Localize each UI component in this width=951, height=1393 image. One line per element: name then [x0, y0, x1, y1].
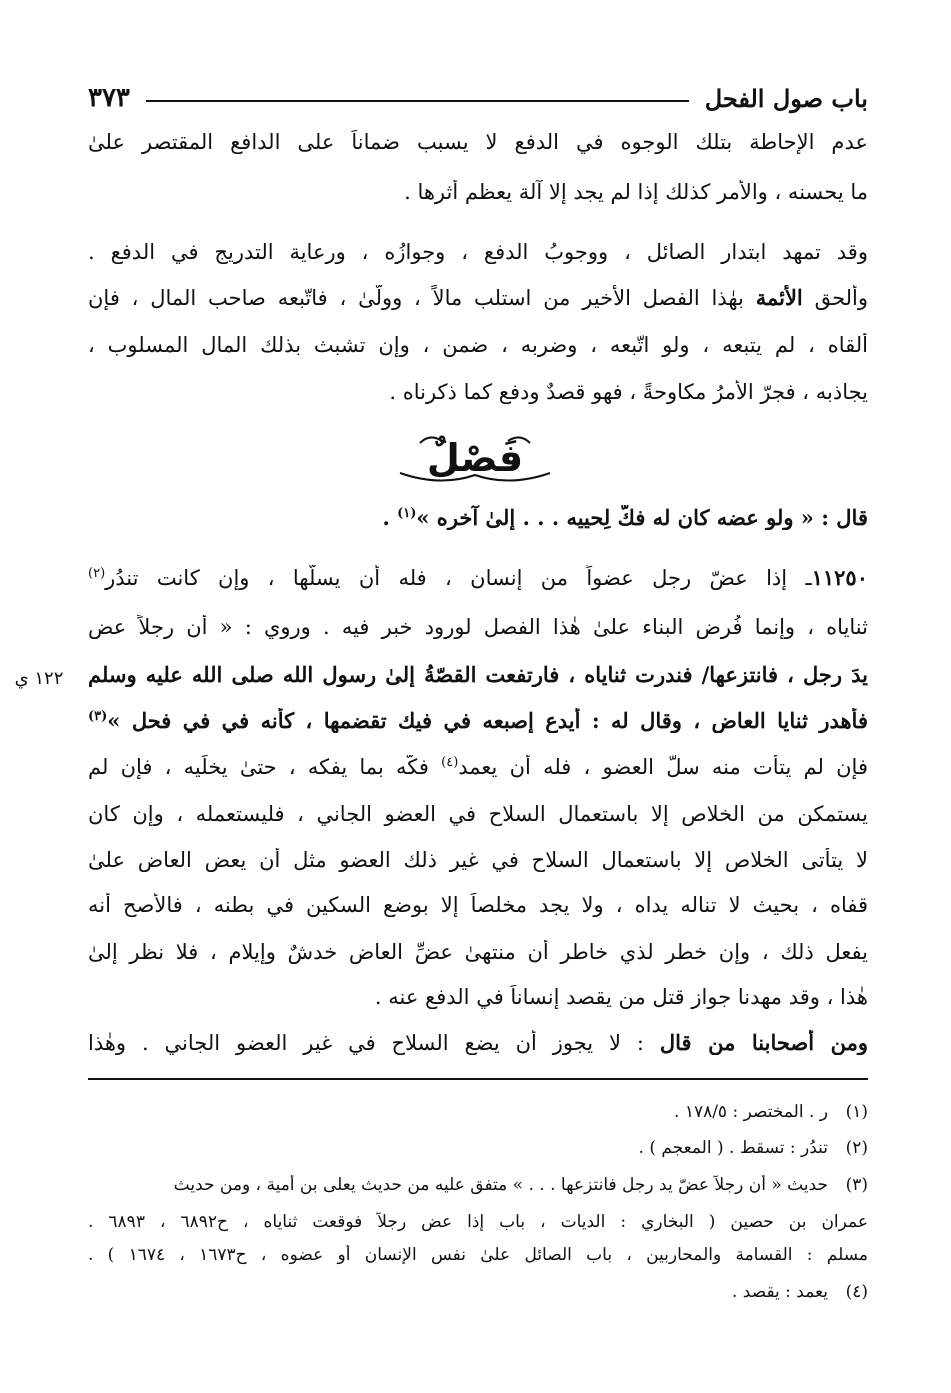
footnote-number: (٣)	[845, 1175, 868, 1195]
paragraph-line	[88, 708, 868, 733]
paragraph-line	[88, 1030, 868, 1055]
paragraph-line	[88, 285, 868, 310]
footnote	[88, 1102, 868, 1122]
text-run: فإن لم يتأت منه سلُّ العضو ، فله أن يعمد	[458, 755, 868, 779]
footnote	[88, 1282, 868, 1302]
paragraph-line: عدم الإحاطة بتلك الوجوه في الدفع لا يسبب ضماناً على الدافع المقتصر علىٰ	[88, 130, 868, 154]
paragraph-line: يستمكن من الخلاص إلا باستعمال السلاح في العضو الجاني ، فليستعمله ، وإن كان	[88, 802, 868, 826]
footnote-separator	[88, 1078, 868, 1080]
paragraph-line: وقد تمهد ابتدار الصائل ، ووجوبُ الدفع ، وجوازُه ، ورعاية التدريج في الدفع .	[88, 240, 868, 264]
margin-note: ١٢٢ ي	[14, 668, 64, 689]
footnote-text: ر . المختصر : ١٧٨/٥ .	[674, 1102, 828, 1122]
paragraph-line: ألقاه ، لم يتبعه ، ولو اتّبعه ، وضربه ، ضمن ، وإن تشبث بذلك المال المسلوب ،	[88, 333, 868, 357]
paragraph-line: ثناياه ، وإنما فُرض البناء علىٰ هٰذا الفصل لورود خبرٍ فيه . وروي : « أن رجلاً عض	[88, 615, 868, 639]
footnote-text: تندُر : تسقط . ( المعجم ) .	[638, 1138, 828, 1158]
footnote-continuation: مسلم : القسامة والمحاربين ، باب الصائل علىٰ نفس الإنسان أو عضوه ، ح١٦٧٣ ، ١٦٧٤ ) .	[88, 1245, 868, 1265]
footnote-continuation: عمران بن حصين ( البخاري : الديات ، باب إذا عض رجلاً فوقعت ثناياه ، ح٦٨٩٢ ، ٦٨٩٣ .	[88, 1212, 868, 1232]
paragraph-line: يجاذبه ، فجرّ الأمرُ مكاوحةً ، فهو قصدٌ ودفع كما ذكرناه .	[389, 380, 868, 404]
paragraph-line: هٰذا ، وقد مهدنا جواز قتل من يقصد إنساناً في الدفع عنه .	[374, 985, 868, 1009]
bold-term: الأئمة	[755, 285, 803, 310]
footnote-ref: (١)	[397, 506, 417, 521]
page-number: ٣٧٣	[88, 83, 130, 113]
footnote-number: (١)	[845, 1102, 868, 1122]
text-run: ـ إذا عضّ رجل عضواً من إنسان ، فله أن يسلّها ، وإن كانت تندُر	[105, 566, 812, 590]
footnote	[88, 1175, 868, 1195]
quote-line	[88, 505, 868, 530]
paragraph-line: قفاه ، بحيث لا تناله يداه ، ولا يجد مخلصاً إلا بوضع السكين في بطنه ، فالأصح أنه	[88, 893, 868, 917]
paragraph-line: ما يحسنه ، والأمر كذلك إذا لم يجد إلا آلة يعظم أثرها .	[404, 180, 868, 204]
text-run: : لا يجوز أن يضع السلاح في غير العضو الجاني . وهٰذا	[88, 1031, 660, 1055]
paragraph-line	[88, 565, 868, 590]
text-run: بهٰذا الفصل الأخير من استلب مالاً ، وولّىٰ ، فاتّبعه صاحب المال ، فإن	[88, 286, 756, 310]
paragraph-line: يدَ رجل ، فانتزعها/ فندرت ثناياه ، فارتفعت القصّةُ إلىٰ رسول الله صلى الله عليه وسلم	[88, 662, 868, 687]
section-heading-ornament	[380, 425, 570, 491]
paragraph-line: يفعل ذلك ، وإن خطر لذي خاطر أن منتهىٰ عضِّ العاض خدشٌ وإيلام ، فلا نظر إلىٰ	[88, 940, 868, 964]
section-heading: فَصْلٌ	[426, 436, 524, 480]
text-run: فأهدر ثنايا العاض ، وقال له : أيدع إصبعه في فيك تقضمها ، كأنه في في فحل »	[107, 708, 868, 733]
chapter-title: باب صول الفحل	[704, 83, 868, 113]
bold-term: ومن أصحابنا من قال	[659, 1030, 868, 1055]
footnote-number: (٢)	[845, 1138, 868, 1158]
footnote-ref: (٤)	[441, 755, 459, 770]
footnote-text: يعمد : يقصد .	[731, 1282, 828, 1302]
header-rule	[146, 100, 689, 102]
paragraph-line: لا يتأتى الخلاص إلا باستعمال السلاح في غير ذلك العضو مثل أن يعض العاض علىٰ	[88, 848, 868, 872]
issue-number: ١١٢٥٠	[811, 565, 868, 590]
footnote-number: (٤)	[845, 1282, 868, 1302]
footnote-ref: (٢)	[88, 566, 106, 581]
text-run: فكَّه بما يفكه ، حتىٰ يخلِّيه ، فإن لم	[88, 755, 442, 779]
footnote-ref: (٣)	[88, 709, 108, 724]
footnote	[88, 1138, 868, 1158]
text-run: وألحق	[802, 286, 868, 310]
running-header	[88, 78, 868, 118]
paragraph-line	[88, 755, 868, 779]
footnote-text: حديث « أن رجلاً عضّ يد رجل فانتزعها . . . » متفق عليه من حديث يعلى بن أمية ، ومن حديث	[173, 1175, 828, 1195]
text-run: .	[382, 505, 398, 530]
text-run: قال : « ولو عضه كان له فكُّ لِحييه . . . إلىٰ آخره »	[416, 505, 868, 530]
